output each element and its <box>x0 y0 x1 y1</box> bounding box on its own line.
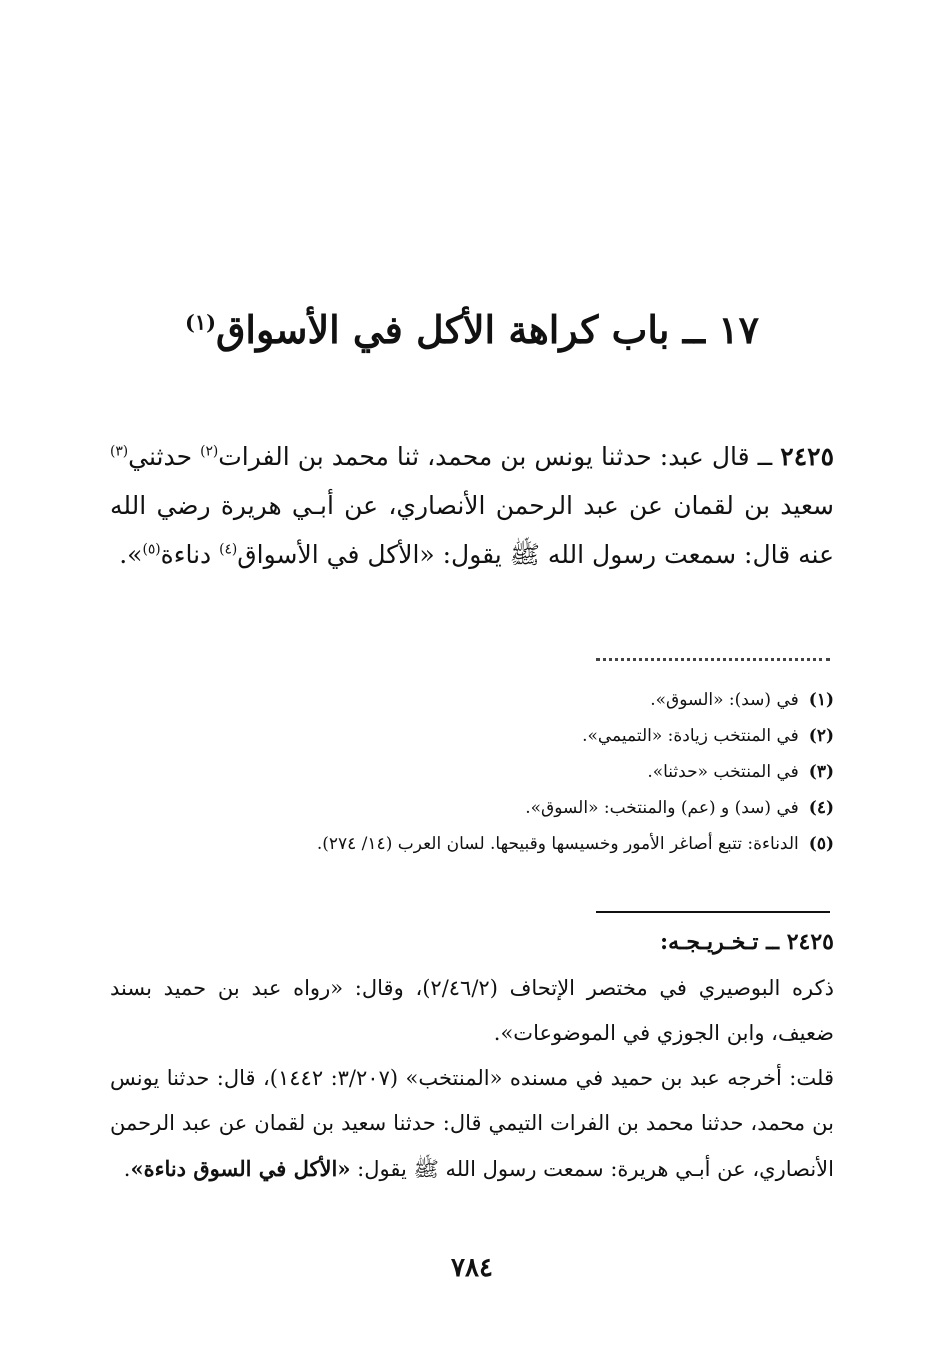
page-number: ٧٨٤ <box>451 1253 493 1283</box>
footnote-text: في المنتخب «حدثنا». <box>647 762 799 782</box>
footnote-text: الدناءة: تتبع أصاغر الأمور وخسيسها وقبيحها. لسان العرب (١٤/ ٢٧٤). <box>316 834 799 854</box>
hadith-segment: سعيد بن لقمان عن عبد الرحمن الأنصاري، عن أبـي هريرة رضي الله عنه قال: سمعت رسول الله ﷺ يقول: «الأكل في الأسواق <box>110 491 834 569</box>
footnote-item <box>110 754 834 790</box>
footnote-item <box>110 790 834 826</box>
hadith-segment: حدثني <box>128 442 193 471</box>
footnote-item <box>110 682 834 718</box>
takhrij-quote: «الأكل في السوق دناءة» <box>130 1156 351 1181</box>
footnote-number: (٣) <box>808 762 834 782</box>
hadith-segment: دناءة <box>160 540 212 569</box>
takhrij-text: قلت: أخرجه عبد بن حميد في مسنده «المنتخب» (٣/٢٠٧: ١٤٤٢)، قال: حدثنا يونس بن محمد، حدثنا محمد بن الفرات التيمي قال: حدثنا سعيد بن لقمان عن عبد الرحمن الأنصاري، عن أبـي هريرة: سمعت رسول الله ﷺ يقول: <box>110 1066 834 1181</box>
footnote-text: في (سد): «السوق». <box>650 690 799 710</box>
hadith-number: ٢٤٢٥ <box>780 442 835 471</box>
footnote-number: (٥) <box>808 834 834 854</box>
footnote-text: في (سد) و (عم) والمنتخب: «السوق». <box>525 798 799 818</box>
footnote-text: في المنتخب زيادة: «التميمي». <box>582 726 799 746</box>
chapter-title <box>110 300 834 360</box>
footnote-separator <box>596 658 830 661</box>
hadith-text <box>110 432 834 579</box>
takhrij-paragraph: ذكره البوصيري في مختصر الإتحاف (٢/٤٦/٢)، وقال: «رواه عبد بن حميد بسند ضعيف، وابن الجوزي في الموضوعات». <box>110 976 834 1045</box>
footnote-marker: (٢) <box>200 443 219 460</box>
takhrij-paragraph <box>110 1056 834 1192</box>
takhrij-body <box>110 966 834 1192</box>
footnote-number: (١) <box>808 690 834 710</box>
footnote-number: (٢) <box>808 726 834 746</box>
takhrij-rule <box>596 911 830 913</box>
footnote-marker: (٣) <box>110 443 129 460</box>
footnote-number: (٤) <box>808 798 834 818</box>
hadith-segment: ». <box>119 540 143 569</box>
footnote-marker: (٤) <box>219 541 238 558</box>
footnote-item <box>110 718 834 754</box>
footnote-marker: (٥) <box>142 541 161 558</box>
footnote-marker: (١) <box>184 309 216 335</box>
takhrij-end: . <box>123 1157 131 1181</box>
takhrij-heading: ٢٤٢٥ ــ تـخـريـجـه: <box>660 929 834 955</box>
footnotes-list <box>110 682 834 862</box>
chapter-title-text: ١٧ ــ باب كراهة الأكل في الأسواق <box>215 307 760 352</box>
footnote-item <box>110 826 834 862</box>
hadith-segment: ــ قال عبد: حدثنا يونس بن محمد، ثنا محمد بن الفرات <box>218 442 773 471</box>
